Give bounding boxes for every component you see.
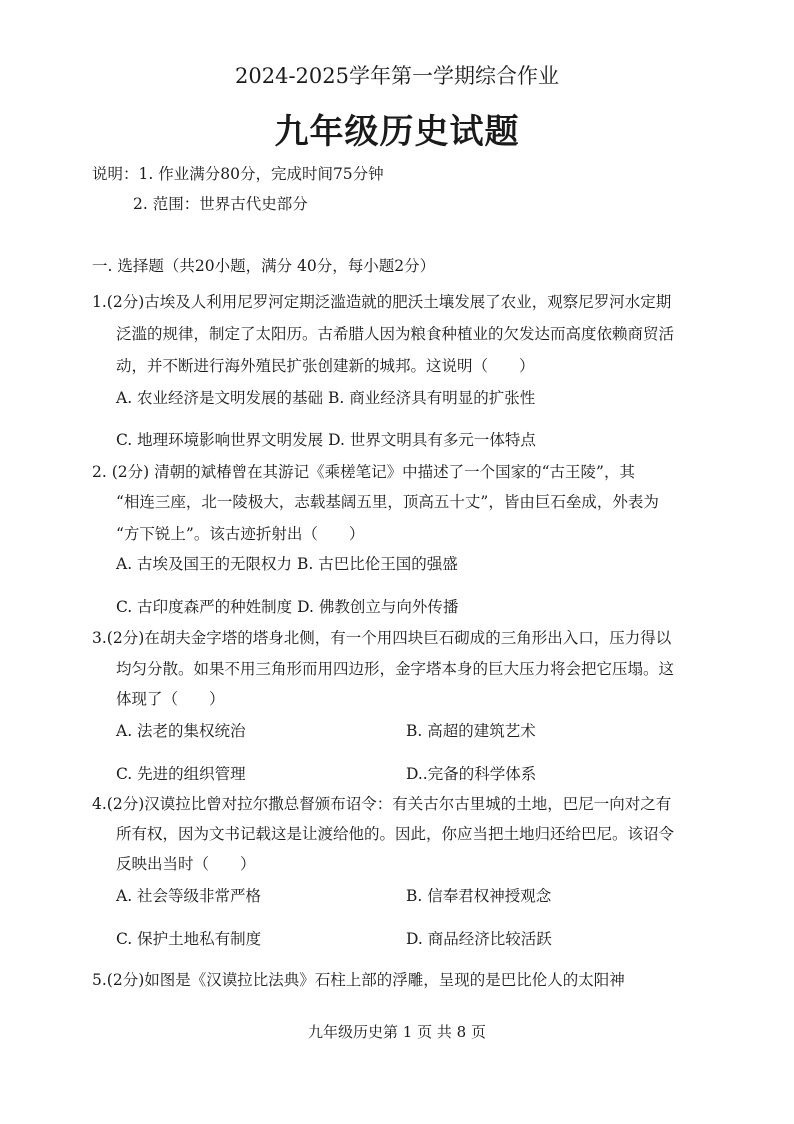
question-1-options-cd: C. 地理环境影响世界文明发展 D. 世界文明具有多元一体特点 — [116, 431, 536, 449]
question-4-line-3: 反映出当时（ ） — [116, 855, 256, 873]
question-3-option-b: B. 高超的建筑艺术 — [406, 722, 536, 740]
instruction-line-1: 说明：1. 作业满分80分，完成时间75分钟 — [92, 165, 384, 183]
exam-main-title: 九年级历史试题 — [274, 112, 520, 152]
question-4-option-b: B. 信奉君权神授观念 — [406, 887, 552, 905]
question-3-line-1: 3.(2分)在胡夫金字塔的塔身北侧，有一个用四块巨石砌成的三角形出入口，压力得以 — [92, 629, 672, 647]
question-3-option-d: D..完备的科学体系 — [406, 765, 537, 783]
question-1-line-1: 1.(2分)古埃及人利用尼罗河定期泛滥造就的肥沃土壤发展了农业，观察尼罗河水定期 — [92, 293, 672, 311]
question-4-line-1: 4.(2分)汉谟拉比曾对拉尔撒总督颁布诏令：有关古尔古里城的土地，巴尼一向对之有 — [92, 795, 672, 813]
question-3-option-c: C. 先进的组织管理 — [116, 765, 246, 783]
question-4-option-c: C. 保护土地私有制度 — [116, 930, 262, 948]
question-2-line-1: 2. (2分) 清朝的斌椿曾在其游记《乘槎笔记》中描述了一个国家的“古王陵”，其 — [92, 463, 635, 481]
question-1-line-2: 泛滥的规律，制定了太阳历。古希腊人因为粮食种植业的欠发达而高度依赖商贸活 — [116, 325, 675, 343]
page-footer: 九年级历史第 1 页 共 8 页 — [308, 1023, 486, 1041]
question-2-options-cd: C. 古印度森严的种姓制度 D. 佛教创立与向外传播 — [116, 598, 459, 616]
question-2-options-ab: A. 古埃及国王的无限权力 B. 古巴比伦王国的强盛 — [116, 555, 458, 573]
question-1-options-ab: A. 农业经济是文明发展的基础 B. 商业经济具有明显的扩张性 — [116, 389, 536, 407]
question-4-option-d: D. 商品经济比较活跃 — [406, 930, 552, 948]
question-4-line-2: 所有权，因为文书记载这是让渡给他的。因此，你应当把土地归还给巴尼。该诏令 — [116, 825, 675, 843]
question-2-line-2: “相连三座，北一陵极大，志载基阔五里，顶高五十丈”，皆由巨石垒成，外表为 — [116, 493, 659, 511]
exam-header-title: 2024-2025学年第一学期综合作业 — [235, 64, 559, 88]
question-2-line-3: “方下锐上”。该古迹折射出（ ） — [116, 525, 365, 543]
question-3-line-2: 均匀分散。如果不用三角形而用四边形，金字塔本身的巨大压力将会把它压塌。这 — [116, 660, 675, 678]
question-5-line-1: 5.(2分)如图是《汉谟拉比法典》石柱上部的浮雕，呈现的是巴比伦人的太阳神 — [92, 971, 625, 989]
question-4-option-a: A. 社会等级非常严格 — [116, 887, 262, 905]
question-3-line-3: 体现了（ ） — [116, 690, 225, 708]
instruction-line-2: 2. 范围：世界古代史部分 — [133, 195, 308, 213]
section-heading: 一. 选择题（共20小题，满分 40分，每小题2分） — [92, 257, 436, 275]
question-3-option-a: A. 法老的集权统治 — [116, 722, 246, 740]
question-1-line-3: 动，并不断进行海外殖民扩张创建新的城邦。这说明（ ） — [116, 357, 535, 375]
